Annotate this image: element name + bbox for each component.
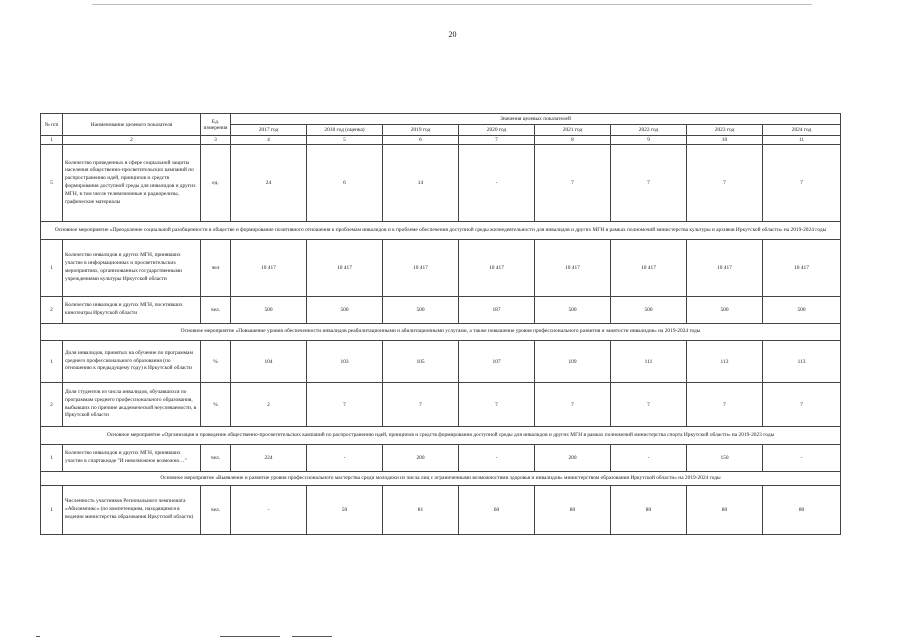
value-cell: 200 bbox=[383, 445, 459, 472]
row-number: 1 bbox=[41, 486, 63, 535]
value-cell: 80 bbox=[763, 486, 841, 535]
header-year: 2022 год bbox=[611, 125, 687, 136]
indicator-name: Количество инвалидов и других МГН, принявших участие в спартакиаде "И невозможное возможно…" bbox=[63, 445, 201, 472]
bottom-mark bbox=[292, 636, 332, 637]
value-cell: 10 417 bbox=[459, 240, 535, 297]
value-cell: - bbox=[459, 445, 535, 472]
value-cell: 187 bbox=[459, 297, 535, 324]
value-cell: 7 bbox=[687, 145, 763, 222]
row-number: 1 bbox=[41, 445, 63, 472]
value-cell: 10 417 bbox=[307, 240, 383, 297]
table-row bbox=[41, 297, 841, 324]
column-number: 9 bbox=[611, 136, 687, 145]
value-cell: 224 bbox=[231, 445, 307, 472]
value-cell: 24 bbox=[231, 145, 307, 222]
value-cell: 7 bbox=[687, 383, 763, 427]
value-cell: 113 bbox=[763, 341, 841, 383]
value-cell: 200 bbox=[535, 445, 611, 472]
row-number: 5 bbox=[41, 145, 63, 222]
value-cell: 7 bbox=[611, 383, 687, 427]
column-number: 10 bbox=[687, 136, 763, 145]
table-header bbox=[41, 114, 841, 145]
value-cell: - bbox=[763, 445, 841, 472]
header-year: 2017 год bbox=[231, 125, 307, 136]
value-cell: - bbox=[459, 145, 535, 222]
indicator-name: Численность участников Регионального чемпионата «Абилимпикс» (по компетенциям, находящимся в ведении министерства образования Иркутской области) bbox=[63, 486, 201, 535]
indicator-name: Количество проведенных в сфере социальной защиты населения общественно-просветительских кампаний по распространению идей, принципов и средств формирования доступной среды для инвалидов и других МГН, в том числе телевизионные и радиорелизы, графические материалы bbox=[63, 145, 201, 222]
unit-cell: чел. bbox=[201, 297, 231, 324]
value-cell: 10 417 bbox=[535, 240, 611, 297]
header-name: Наименование целевого показателя bbox=[63, 114, 201, 136]
value-cell: 14 bbox=[383, 145, 459, 222]
header-year: 2020 год bbox=[459, 125, 535, 136]
value-cell: 500 bbox=[231, 297, 307, 324]
value-cell: 105 bbox=[383, 341, 459, 383]
section-title: Основное мероприятие «Преодоление социальной разобщенности в обществе и формирование позитивного отношения к проблемам инвалидов и к проблеме обеспечения доступной среды жизнедеятельности для инвалидов и других МГН в рамках полномочий министерства культуры и архивов Иркутской области» на 2019-2024 годы bbox=[41, 222, 841, 240]
value-cell: 7 bbox=[307, 383, 383, 427]
header-num: № п/п bbox=[41, 114, 63, 136]
indicator-name: Количество инвалидов и других МГН, посетивших кинотеатры Иркутской области bbox=[63, 297, 201, 324]
value-cell: 500 bbox=[763, 297, 841, 324]
value-cell: 80 bbox=[687, 486, 763, 535]
indicator-name: Доля студентов из числа инвалидов, обучавшихся по программам среднего профессионального образования, выбывших по причине академической неуспеваемости, в Иркутской области bbox=[63, 383, 201, 427]
target-indicators-table bbox=[40, 113, 841, 535]
value-cell: 10 417 bbox=[383, 240, 459, 297]
value-cell: 10 417 bbox=[763, 240, 841, 297]
value-cell: 80 bbox=[611, 486, 687, 535]
value-cell: 7 bbox=[535, 383, 611, 427]
section-title: Основное мероприятие «Организация и проведение общественно-просветительских кампаний по распространению идей, принципов и средств формирования доступной среды для инвалидов и других МГН в рамках полномочий министерства спорта Иркутской области» на 2019-2023 годы bbox=[41, 427, 841, 445]
value-cell: 113 bbox=[687, 341, 763, 383]
value-cell: 7 bbox=[459, 383, 535, 427]
value-cell: 7 bbox=[383, 383, 459, 427]
value-cell: 50 bbox=[307, 486, 383, 535]
value-cell: 500 bbox=[307, 297, 383, 324]
value-cell: 60 bbox=[459, 486, 535, 535]
unit-cell: % bbox=[201, 341, 231, 383]
row-number: 1 bbox=[41, 341, 63, 383]
column-number: 2 bbox=[63, 136, 201, 145]
top-scan-line bbox=[92, 4, 812, 5]
column-number: 5 bbox=[307, 136, 383, 145]
value-cell: 7 bbox=[535, 145, 611, 222]
value-cell: - bbox=[231, 486, 307, 535]
value-cell: 80 bbox=[535, 486, 611, 535]
unit-cell: ед. bbox=[201, 145, 231, 222]
indicator-name: Доля инвалидов, принятых на обучение по программам среднего профессионального образования (по отношению к предыдущему году) в Иркутской области bbox=[63, 341, 201, 383]
row-number: 1 bbox=[41, 240, 63, 297]
value-cell: 500 bbox=[687, 297, 763, 324]
column-number: 1 bbox=[41, 136, 63, 145]
section-row bbox=[41, 324, 841, 341]
header-unit: Ед. измерения bbox=[201, 114, 231, 136]
row-number: 2 bbox=[41, 297, 63, 324]
value-cell: 500 bbox=[611, 297, 687, 324]
section-title: Основное мероприятие «Выявление и развитие уровня профессионального мастерства среди молодежи из числа лиц с ограниченными возможностями здоровья и инвалидов» министерством образования Иркутской области» на 2019-2024 годы bbox=[41, 472, 841, 486]
value-cell: 111 bbox=[611, 341, 687, 383]
row-number: 2 bbox=[41, 383, 63, 427]
header-year: 2024 год bbox=[763, 125, 841, 136]
section-title: Основное мероприятие «Повышение уровня обеспеченности инвалидов реабилитационными и абилитационными услугами, а также повышение уровня профессионального развития и занятости инвалидов» на 2019-2024 годы bbox=[41, 324, 841, 341]
header-year: 2021 год bbox=[535, 125, 611, 136]
value-cell: 2 bbox=[231, 383, 307, 427]
table-row bbox=[41, 445, 841, 472]
value-cell: 109 bbox=[535, 341, 611, 383]
unit-cell: чел bbox=[201, 240, 231, 297]
value-cell: 104 bbox=[231, 341, 307, 383]
page-number: 20 bbox=[448, 30, 457, 39]
value-cell: 10 417 bbox=[611, 240, 687, 297]
table-row bbox=[41, 383, 841, 427]
indicator-name: Количество инвалидов и других МГН, принявших участие в информационных и просветительских мероприятиях, организованных государственными учреждениями культуры Иркутской области bbox=[63, 240, 201, 297]
value-cell: - bbox=[307, 445, 383, 472]
table-row bbox=[41, 145, 841, 222]
unit-cell: чел. bbox=[201, 445, 231, 472]
bottom-mark bbox=[220, 636, 280, 637]
column-number: 4 bbox=[231, 136, 307, 145]
header-values-group: Значения целевых показателей bbox=[231, 114, 841, 125]
section-row bbox=[41, 222, 841, 240]
table-row bbox=[41, 240, 841, 297]
header-year: 2018 год (оценка) bbox=[307, 125, 383, 136]
bottom-mark bbox=[36, 636, 40, 637]
value-cell: 7 bbox=[611, 145, 687, 222]
table-row bbox=[41, 486, 841, 535]
value-cell: 6 bbox=[307, 145, 383, 222]
value-cell: 500 bbox=[535, 297, 611, 324]
value-cell: 7 bbox=[763, 383, 841, 427]
value-cell: 103 bbox=[307, 341, 383, 383]
value-cell: 500 bbox=[383, 297, 459, 324]
section-row bbox=[41, 472, 841, 486]
column-number: 7 bbox=[459, 136, 535, 145]
header-year: 2023 год bbox=[687, 125, 763, 136]
column-number: 6 bbox=[383, 136, 459, 145]
section-row bbox=[41, 427, 841, 445]
column-number: 8 bbox=[535, 136, 611, 145]
table-body bbox=[41, 145, 841, 535]
column-number: 11 bbox=[763, 136, 841, 145]
value-cell: 81 bbox=[383, 486, 459, 535]
table-row bbox=[41, 341, 841, 383]
value-cell: - bbox=[611, 445, 687, 472]
column-numbers-row bbox=[41, 136, 841, 145]
unit-cell: чел. bbox=[201, 486, 231, 535]
value-cell: 7 bbox=[763, 145, 841, 222]
value-cell: 107 bbox=[459, 341, 535, 383]
value-cell: 10 417 bbox=[687, 240, 763, 297]
value-cell: 150 bbox=[687, 445, 763, 472]
column-number: 3 bbox=[201, 136, 231, 145]
value-cell: 10 417 bbox=[231, 240, 307, 297]
unit-cell: % bbox=[201, 383, 231, 427]
header-year: 2019 год bbox=[383, 125, 459, 136]
